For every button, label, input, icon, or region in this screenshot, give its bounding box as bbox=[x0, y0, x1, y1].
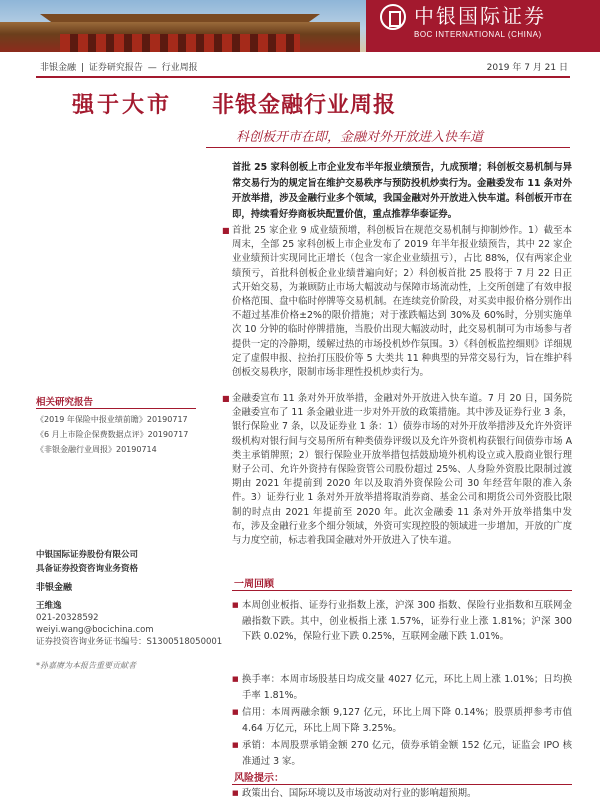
title-divider bbox=[206, 147, 570, 148]
analyst-sector: 非银金融 bbox=[36, 583, 73, 593]
bullet-paragraph: ■ 首批 25 家企业 9 成业绩预增，科创板旨在规范交易机制与抑制炒作。1）截至本周末，全部 25 家科创板上市企业发布了 2019 年半年报业绩预告，其中 22 家企业业绩预计实现同比正增长（包含一家企业业绩扭亏），占比 88%，仅有两家企业绩预亏，首批科创板企业业绩普遍向好；2）科创板首批 25 股将于 7 月 22 日正式开始交易，为兼顾防止市场大幅波动与保障市场流动性，上交所创建了有效申报价格范围、盘中临时停牌等交易机制。在连续竞价阶段，对买卖申报价格分别作出不超过基准价格±2%的限价措施；对于涨跌幅达到 30%及 60%时，分别实施单次 10 分钟的临时停牌措施，当股价出现大幅波动时，此交易机制可为市场参与者提供一定的冷静期，缓解过热的市场投机炒作氛围。3）《科创板监控细则》详细规定了虚假申报、拉抬打压股价等 5 大类共 11 种典型的异常交易行为，旨在维护科创板交易秩序，限制市场非理性投机炒卖行为。 bbox=[232, 224, 572, 380]
dash: — bbox=[147, 63, 157, 73]
analyst-phone: 021-20328592 bbox=[36, 613, 99, 623]
company-info bbox=[36, 548, 138, 576]
related-report-link[interactable]: 《6 月上市险企保费数据点评》20190717 bbox=[36, 430, 189, 439]
weekly-item: ■ 信用：本周两融余额 9,127 亿元，环比上周下降 0.14%；股票质押参考市值 4.64 万亿元，环比上周下降 3.25%。 bbox=[242, 705, 572, 736]
weekly-review-heading: 一周回顾 bbox=[234, 579, 274, 590]
related-reports-heading: 相关研究报告 bbox=[36, 397, 94, 408]
section-divider bbox=[232, 784, 572, 785]
analyst-info bbox=[36, 600, 222, 648]
section-divider bbox=[232, 590, 572, 591]
weekly-item: ■ 本周创业板指、证券行业指数上涨，沪深 300 指数、保险行业指数和互联网金融指数下跌。其中，创业板指上涨 1.57%，证券行业上涨 1.81%；沪深 300 下跌 0.02%，保险行业下跌 0.25%，互联网金融下跌 1.01%。 bbox=[242, 598, 572, 645]
header-divider bbox=[36, 76, 570, 78]
logo-chinese: 中银国际证券 bbox=[414, 4, 546, 28]
contributor-note: *孙嘉赓为本报告重要贡献者 bbox=[36, 661, 136, 670]
sep: | bbox=[80, 63, 84, 73]
company-name: 中银国际证券股份有限公司 bbox=[36, 550, 139, 560]
weekly-item: ■ 承销：本周股票承销金额 270 亿元，债券承销金额 152 亿元，证监会 IPO 核准通过 3 家。 bbox=[242, 738, 572, 769]
analyst-cert: 证券投资咨询业务证书编号：S1300518050001 bbox=[36, 637, 223, 647]
related-report-link[interactable]: 《2019 年保险中报业绩前瞻》20190717 bbox=[36, 415, 188, 424]
related-report-link[interactable]: 《非银金融行业周报》20190714 bbox=[36, 445, 157, 454]
palace-pillars bbox=[60, 34, 300, 52]
related-divider bbox=[36, 408, 196, 409]
weekly-item: ■ 换手率：本周市场股基日均成交量 4027 亿元，环比上周上涨 1.01%；日均换手率 1.81%。 bbox=[242, 672, 572, 703]
risk-item: ■ 政策出台、国际环境以及市场波动对行业的影响超预期。 bbox=[242, 786, 572, 802]
category-label: 非银金融 bbox=[40, 63, 77, 73]
rating: 强于大市 bbox=[72, 92, 173, 118]
summary-paragraph: 首批 25 家科创板上市企业发布半年报业绩预告，九成预增；科创板交易机制与异常交易行为的规定旨在维护交易秩序与预防投机炒卖行为。金融委发布 11 条对外开放举措，涉及金融行业多个领域，我国金融对外开放进入快车道。科创板开市在即，持续看好券商板块配置价值，重点推荐华泰证券。 bbox=[232, 162, 572, 220]
report-category bbox=[40, 60, 200, 73]
analyst-email[interactable]: weiyi.wang@bocichina.com bbox=[36, 625, 154, 635]
page-title: 非银金融行业周报 bbox=[212, 93, 397, 118]
analyst-name: 王维逸 bbox=[36, 601, 62, 611]
page-subtitle: 科创板开市在即，金融对外开放进入快车道 bbox=[236, 130, 484, 145]
report-date: 2019 年 7 月 21 日 bbox=[486, 63, 568, 73]
risk-heading: 风险提示： bbox=[234, 773, 284, 784]
related-reports-list bbox=[36, 412, 188, 457]
bullet-paragraph: ■ 金融委宣布 11 条对外开放举措，金融对外开放进入快车道。7 月 20 日，国务院金融委宣布了 11 条金融业进一步对外开放的政策措施。其中涉及证券行业 3 条，银行保险业 7 条，以及证券业 1 条：1）债券市场的对外开放举措涉及允许外资评级机构对银行间与交易所所有种类债券评级以及允许外资机构获银行间债券市场 A 类主承销牌照；2）银行保险业开放举措包括鼓励境外机构设立或入股商业银行理财子公司、允许外资持有保险资管公司股份超过 25%、人身险外资股比限制过渡期由 2021 年提前到 2020 年以及取消外资保险公司 30 年经营年限的准入条件。3）证券行业 1 条对外开放举措将取消券商、基金公司和期货公司外资股比限制的时点由 2021 年提前至 2020 年。此次金融委 11 条对外开放举措集中发布，涉及金融行业多个细分领域，外资可实现控股的领域进一步增加，开放的广度与力度空前，标志着我国金融对外开放进入了快车道。 bbox=[232, 392, 572, 548]
company-qualification: 具备证券投资咨询业务资格 bbox=[36, 564, 139, 574]
sub-type: 行业周报 bbox=[161, 63, 198, 73]
report-type: 证券研究报告 bbox=[88, 63, 143, 73]
boc-logo-icon bbox=[380, 4, 406, 30]
logo-english: BOC INTERNATIONAL (CHINA) bbox=[414, 30, 542, 39]
